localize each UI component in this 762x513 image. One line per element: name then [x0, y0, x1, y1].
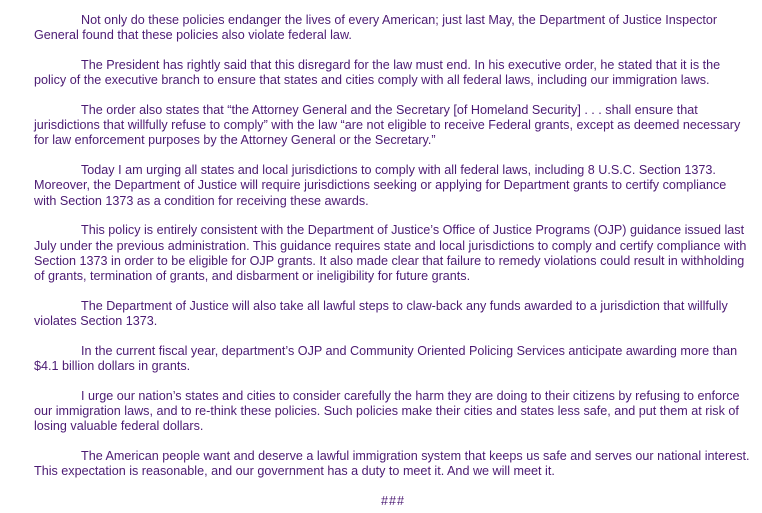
paragraph-policies-violate-law: Not only do these policies endanger the lives of every American; just last May, the Department of Justice Inspector General found that these policies also violate federal law. — [34, 13, 718, 43]
paragraph-urging-compliance: Today I am urging all states and local jurisdictions to comply with all federal laws, including 8 U.S.C. Section 1373. Moreover, the Department of Justice will require jurisdictions seeking or applying for Department grants to certify compliance with Section 1373 as a condition for receiving these awards. — [34, 163, 727, 208]
paragraph-urge-states: I urge our nation’s states and cities to consider carefully the harm they are doing to their citizens by refusing to enforce our immigration laws, and to re-think these policies. Such policies make their cities and states less safe, and put them at risk of losing valuable federal dollars. — [34, 388, 740, 434]
paragraph-executive-order: The President has rightly said that this disregard for the law must end. In his executive order, he stated that it is the policy of the executive branch to ensure that states and cities comply with all federal laws, including our immigration laws. — [34, 58, 721, 88]
document-body — [34, 13, 752, 509]
paragraph-ojp-guidance: This policy is entirely consistent with the Department of Justice’s Office of Justice Programs (OJP) guidance issued last July under the previous administration. This guidance requires state and local jurisdictions to comply and certify compliance with Section 1373 in order to be eligible for OJP grants. It also made clear that failure to remedy violations could result in withholding of grants, termination of grants, and disbarment or ineligibility for future grants. — [34, 223, 747, 284]
paragraph-order-quote: The order also states that “the Attorney General and the Secretary [of Homeland Security] . . . shall ensure that jurisdictions that willfully refuse to comply” with the law “are not eligible to receive Federal grants, except as deemed necessary for law enforcement purposes by the Attorney General or the Secretary.” — [34, 103, 741, 148]
paragraph-american-people: The American people want and deserve a lawful immigration system that keeps us safe and serves our national interest. This expectation is reasonable, and our government has a duty to meet it. And we will meet it. — [34, 449, 750, 479]
end-mark: ### — [380, 494, 405, 509]
paragraph-claw-back: The Department of Justice will also take all lawful steps to claw-back any funds awarded to a jurisdiction that willfully violates Section 1373. — [34, 298, 728, 329]
paragraph-fiscal-year: In the current fiscal year, department’s OJP and Community Oriented Policing Services anticipate awarding more than $4.1 billion dollars in grants. — [34, 343, 738, 374]
